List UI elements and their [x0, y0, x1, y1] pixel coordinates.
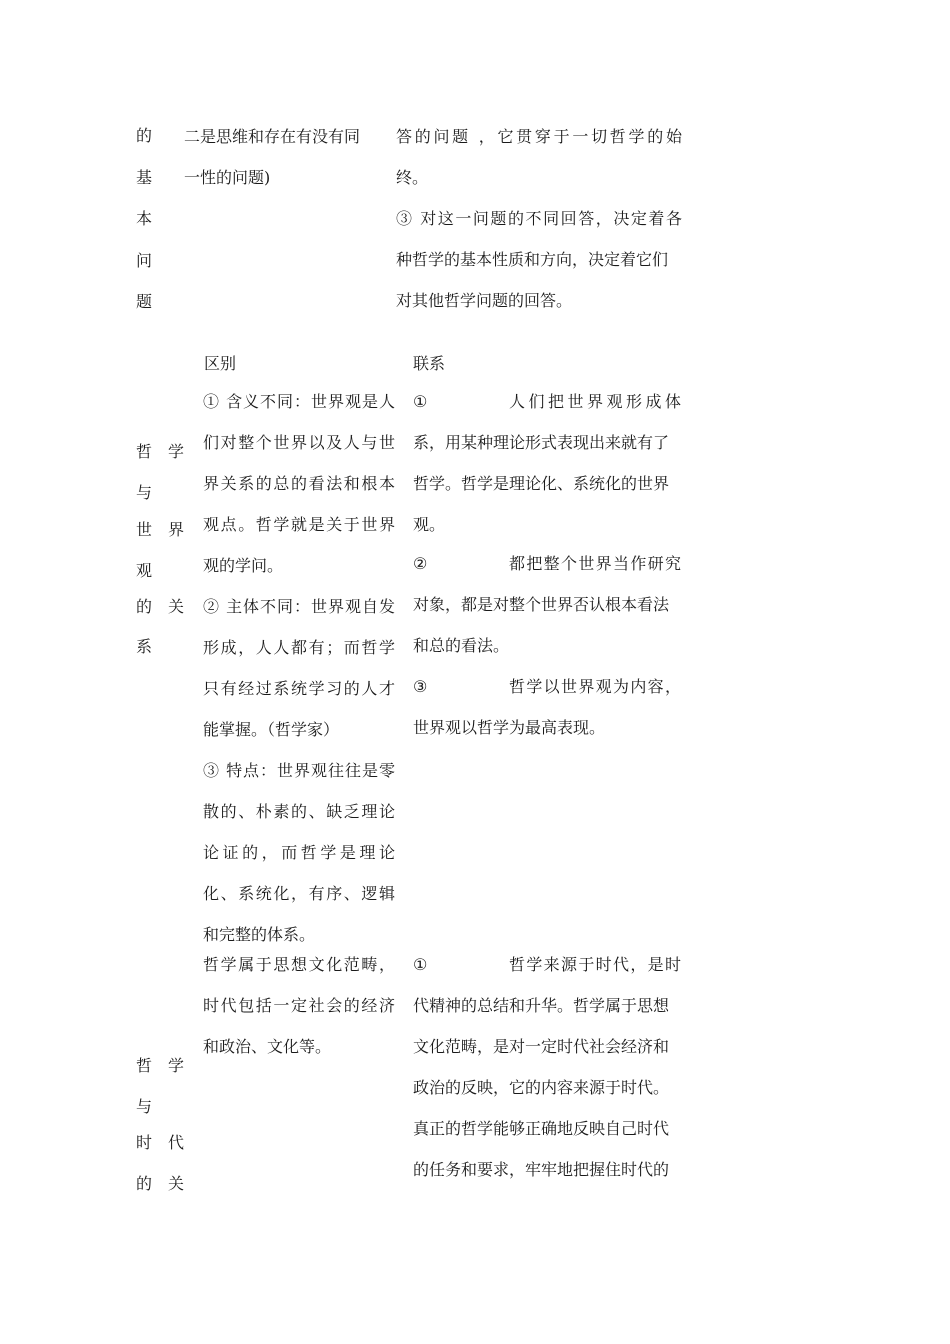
- text-line: 时代包括一定社会的经济: [203, 996, 395, 1015]
- side-char: 与: [136, 1097, 153, 1116]
- side-char: 的: [136, 126, 153, 145]
- text-line: 人们把世界观形成体: [509, 392, 681, 411]
- side-char: 与: [136, 483, 153, 502]
- side-char: 学: [168, 442, 185, 461]
- text-line: ② 主体不同：世界观自发: [203, 597, 395, 616]
- text-line: 哲学以世界观为内容，: [509, 677, 681, 696]
- side-char: 关: [168, 597, 185, 616]
- text-line: 形成，人人都有；而哲学: [203, 638, 395, 657]
- side-char: 学: [168, 1056, 185, 1075]
- side-char: 界: [168, 520, 185, 539]
- side-char: 哲: [136, 442, 153, 461]
- section1-col2: [184, 116, 360, 198]
- connection-item-1: [413, 381, 681, 422]
- connection-item-3: [413, 666, 681, 707]
- side-char: 的: [136, 597, 153, 616]
- section1-col3: [396, 116, 682, 321]
- item-number: ①: [413, 955, 428, 974]
- text-line: ③ 特点：世界观往往是零: [203, 761, 395, 780]
- side-char: 世: [136, 520, 153, 539]
- text-line: 观。: [413, 515, 446, 534]
- connection-item-1: [413, 944, 681, 985]
- text-line: 界关系的总的看法和根本: [203, 474, 395, 493]
- side-char: 哲: [136, 1056, 153, 1075]
- text-line: 都把整个世界当作研究: [509, 554, 681, 573]
- section2-connection: [413, 381, 681, 748]
- text-line: 代精神的总结和升华。哲学属于思想: [413, 996, 670, 1015]
- header-connection: 联系: [413, 354, 446, 373]
- section3-difference: [203, 944, 395, 1067]
- text-line: 和完整的体系。: [203, 925, 316, 944]
- connection-item-2: [413, 543, 681, 584]
- section2-difference: [203, 381, 395, 955]
- side-char: 系: [136, 637, 153, 656]
- text-line: 化、系统化，有序、逻辑: [203, 884, 395, 903]
- side-char: 题: [136, 292, 153, 311]
- side-char: 基: [136, 168, 153, 187]
- text-line: 哲学来源于时代，是时: [509, 955, 681, 974]
- text-line: ③ 对这一问题的不同回答，决定着各: [396, 209, 682, 228]
- text-line: 政治的反映，它的内容来源于时代。: [413, 1078, 670, 1097]
- header-difference: 区别: [204, 354, 237, 373]
- side-char: 时: [136, 1133, 153, 1152]
- text-line: 哲学属于思想文化范畴，: [203, 955, 395, 974]
- text-line: 观的学问。: [203, 556, 284, 575]
- text-line: 系，用某种理论形式表现出来就有了: [413, 433, 670, 452]
- text-line: ① 含义不同：世界观是人: [203, 392, 395, 411]
- text-line: 一性的问题): [184, 168, 271, 187]
- item-number: ③: [413, 677, 428, 696]
- text-line: 真正的哲学能够正确地反映自己时代: [413, 1119, 670, 1138]
- text-line: 观点。哲学就是关于世界: [203, 515, 395, 534]
- text-line: 哲学。哲学是理论化、系统化的世界: [413, 474, 670, 493]
- item-number: ②: [413, 554, 428, 573]
- side-char: 代: [168, 1133, 185, 1152]
- text-line: 种哲学的基本性质和方向，决定着它们: [396, 250, 669, 269]
- text-line: 们对整个世界以及人与世: [203, 433, 395, 452]
- text-line: 终。: [396, 168, 429, 187]
- side-char: 观: [136, 561, 153, 580]
- text-line: 对其他哲学问题的回答。: [396, 291, 573, 310]
- side-char: 的: [136, 1174, 153, 1193]
- text-line: 散的、朴素的、缺乏理论: [203, 802, 395, 821]
- text-line: 能掌握。（哲学家）: [203, 720, 340, 739]
- text-line: 文化范畴，是对一定时代社会经济和: [413, 1037, 670, 1056]
- side-char: 本: [136, 209, 153, 228]
- text-line: 答的问题 ，它贯穿于一切哲学的始: [396, 127, 682, 146]
- text-line: 对象，都是对整个世界否认根本看法: [413, 595, 670, 614]
- text-line: 只有经过系统学习的人才: [203, 679, 395, 698]
- side-char: 问: [136, 251, 153, 270]
- text-line: 世界观以哲学为最高表现。: [413, 718, 606, 737]
- text-line: 和政治、文化等。: [203, 1037, 332, 1056]
- side-char: 关: [168, 1174, 185, 1193]
- item-number: ①: [413, 392, 428, 411]
- section3-connection: [413, 944, 681, 1190]
- text-line: 和总的看法。: [413, 636, 510, 655]
- text-line: 二是思维和存在有没有同: [184, 127, 361, 146]
- text-line: 的任务和要求，牢牢地把握住时代的: [413, 1160, 670, 1179]
- text-line: 论证的，而哲学是理论: [203, 843, 395, 862]
